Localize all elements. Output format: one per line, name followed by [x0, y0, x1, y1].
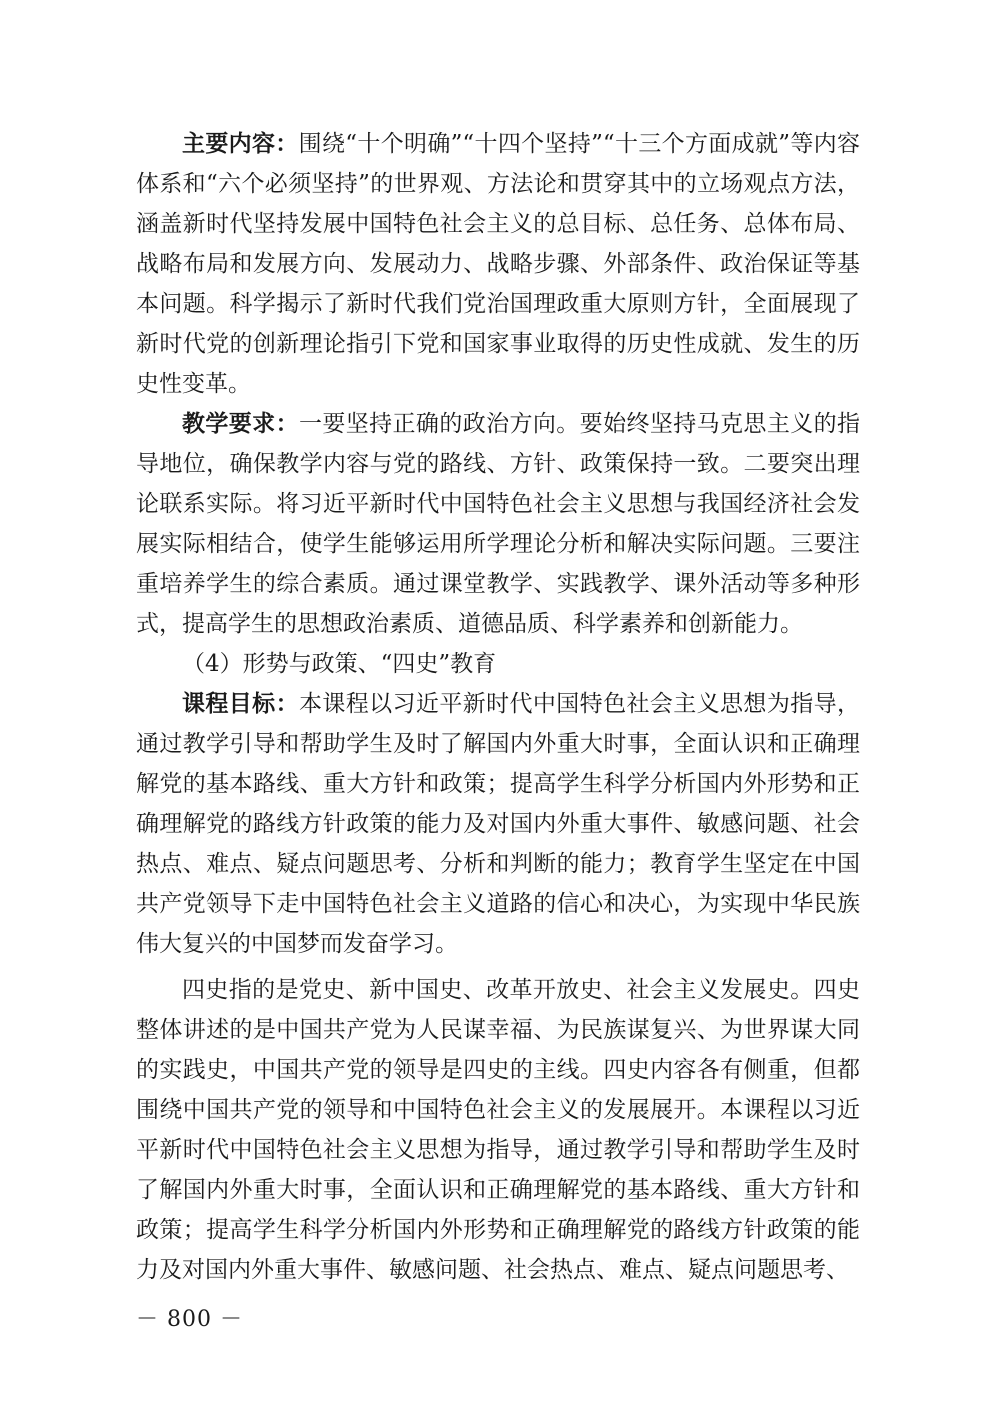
- course-objective-text: 本课程以习近平新时代中国特色社会主义思想为指导，通过教学引导和帮助学生及时了解国内外重大时事，全面认识和正确理解党的基本路线、重大方针和政策；提高学生科学分析国内外形势和正确理解党的路线方针政策的能力及对国内外重大事件、敏感问题、社会热点、难点、疑点问题思考、分析和判断的能力；教育学生坚定在中国共产党领导下走中国特色社会主义道路的信心和决心，为实现中华民族伟大复兴的中国梦而发奋学习。: [136, 691, 861, 957]
- main-content-label: 主要内容：: [182, 131, 299, 157]
- teaching-requirements-text: 一要坚持正确的政治方向。要始终坚持马克思主义的指导地位，确保教学内容与党的路线、方针、政策保持一致。二要突出理论联系实际。将习近平新时代中国特色社会主义思想与我国经济社会发展实际相结合，使学生能够运用所学理论分析和解决实际问题。三要注重培养学生的综合素质。通过课堂教学、实践教学、课外活动等多种形式，提高学生的思想政治素质、道德品质、科学素养和创新能力。: [136, 411, 861, 637]
- document-body: [136, 124, 860, 1290]
- main-content-text: 围绕“十个明确”“十四个坚持”“十三个方面成就”等内容体系和“六个必须坚持”的世界观、方法论和贯穿其中的立场观点方法，涵盖新时代坚持发展中国特色社会主义的总目标、总任务、总体布局、战略布局和发展方向、发展动力、战略步骤、外部条件、政治保证等基本问题。科学揭示了新时代我们党治国理政重大原则方针，全面展现了新时代党的创新理论指引下党和国家事业取得的历史性成就、发生的历史性变革。: [136, 131, 861, 397]
- main-content-paragraph: [136, 124, 860, 404]
- four-histories-paragraph: 四史指的是党史、新中国史、改革开放史、社会主义发展史。四史整体讲述的是中国共产党为人民谋幸福、为民族谋复兴、为世界谋大同的实践史，中国共产党的领导是四史的主线。四史内容各有侧重，但都围绕中国共产党的领导和中国特色社会主义的发展展开。本课程以习近平新时代中国特色社会主义思想为指导，通过教学引导和帮助学生及时了解国内外重大时事，全面认识和正确理解党的基本路线、重大方针和政策；提高学生科学分析国内外形势和正确理解党的路线方针政策的能力及对国内外重大事件、敏感问题、社会热点、难点、疑点问题思考、: [136, 977, 860, 1283]
- course-objective-label: 课程目标：: [182, 691, 299, 717]
- teaching-requirements-paragraph: [136, 404, 860, 644]
- course-objective-paragraph: [136, 684, 860, 964]
- section-subheading: （4）形势与政策、“四史”教育: [182, 651, 497, 677]
- teaching-requirements-label: 教学要求：: [182, 411, 299, 437]
- page-number: － 800 －: [136, 1307, 243, 1332]
